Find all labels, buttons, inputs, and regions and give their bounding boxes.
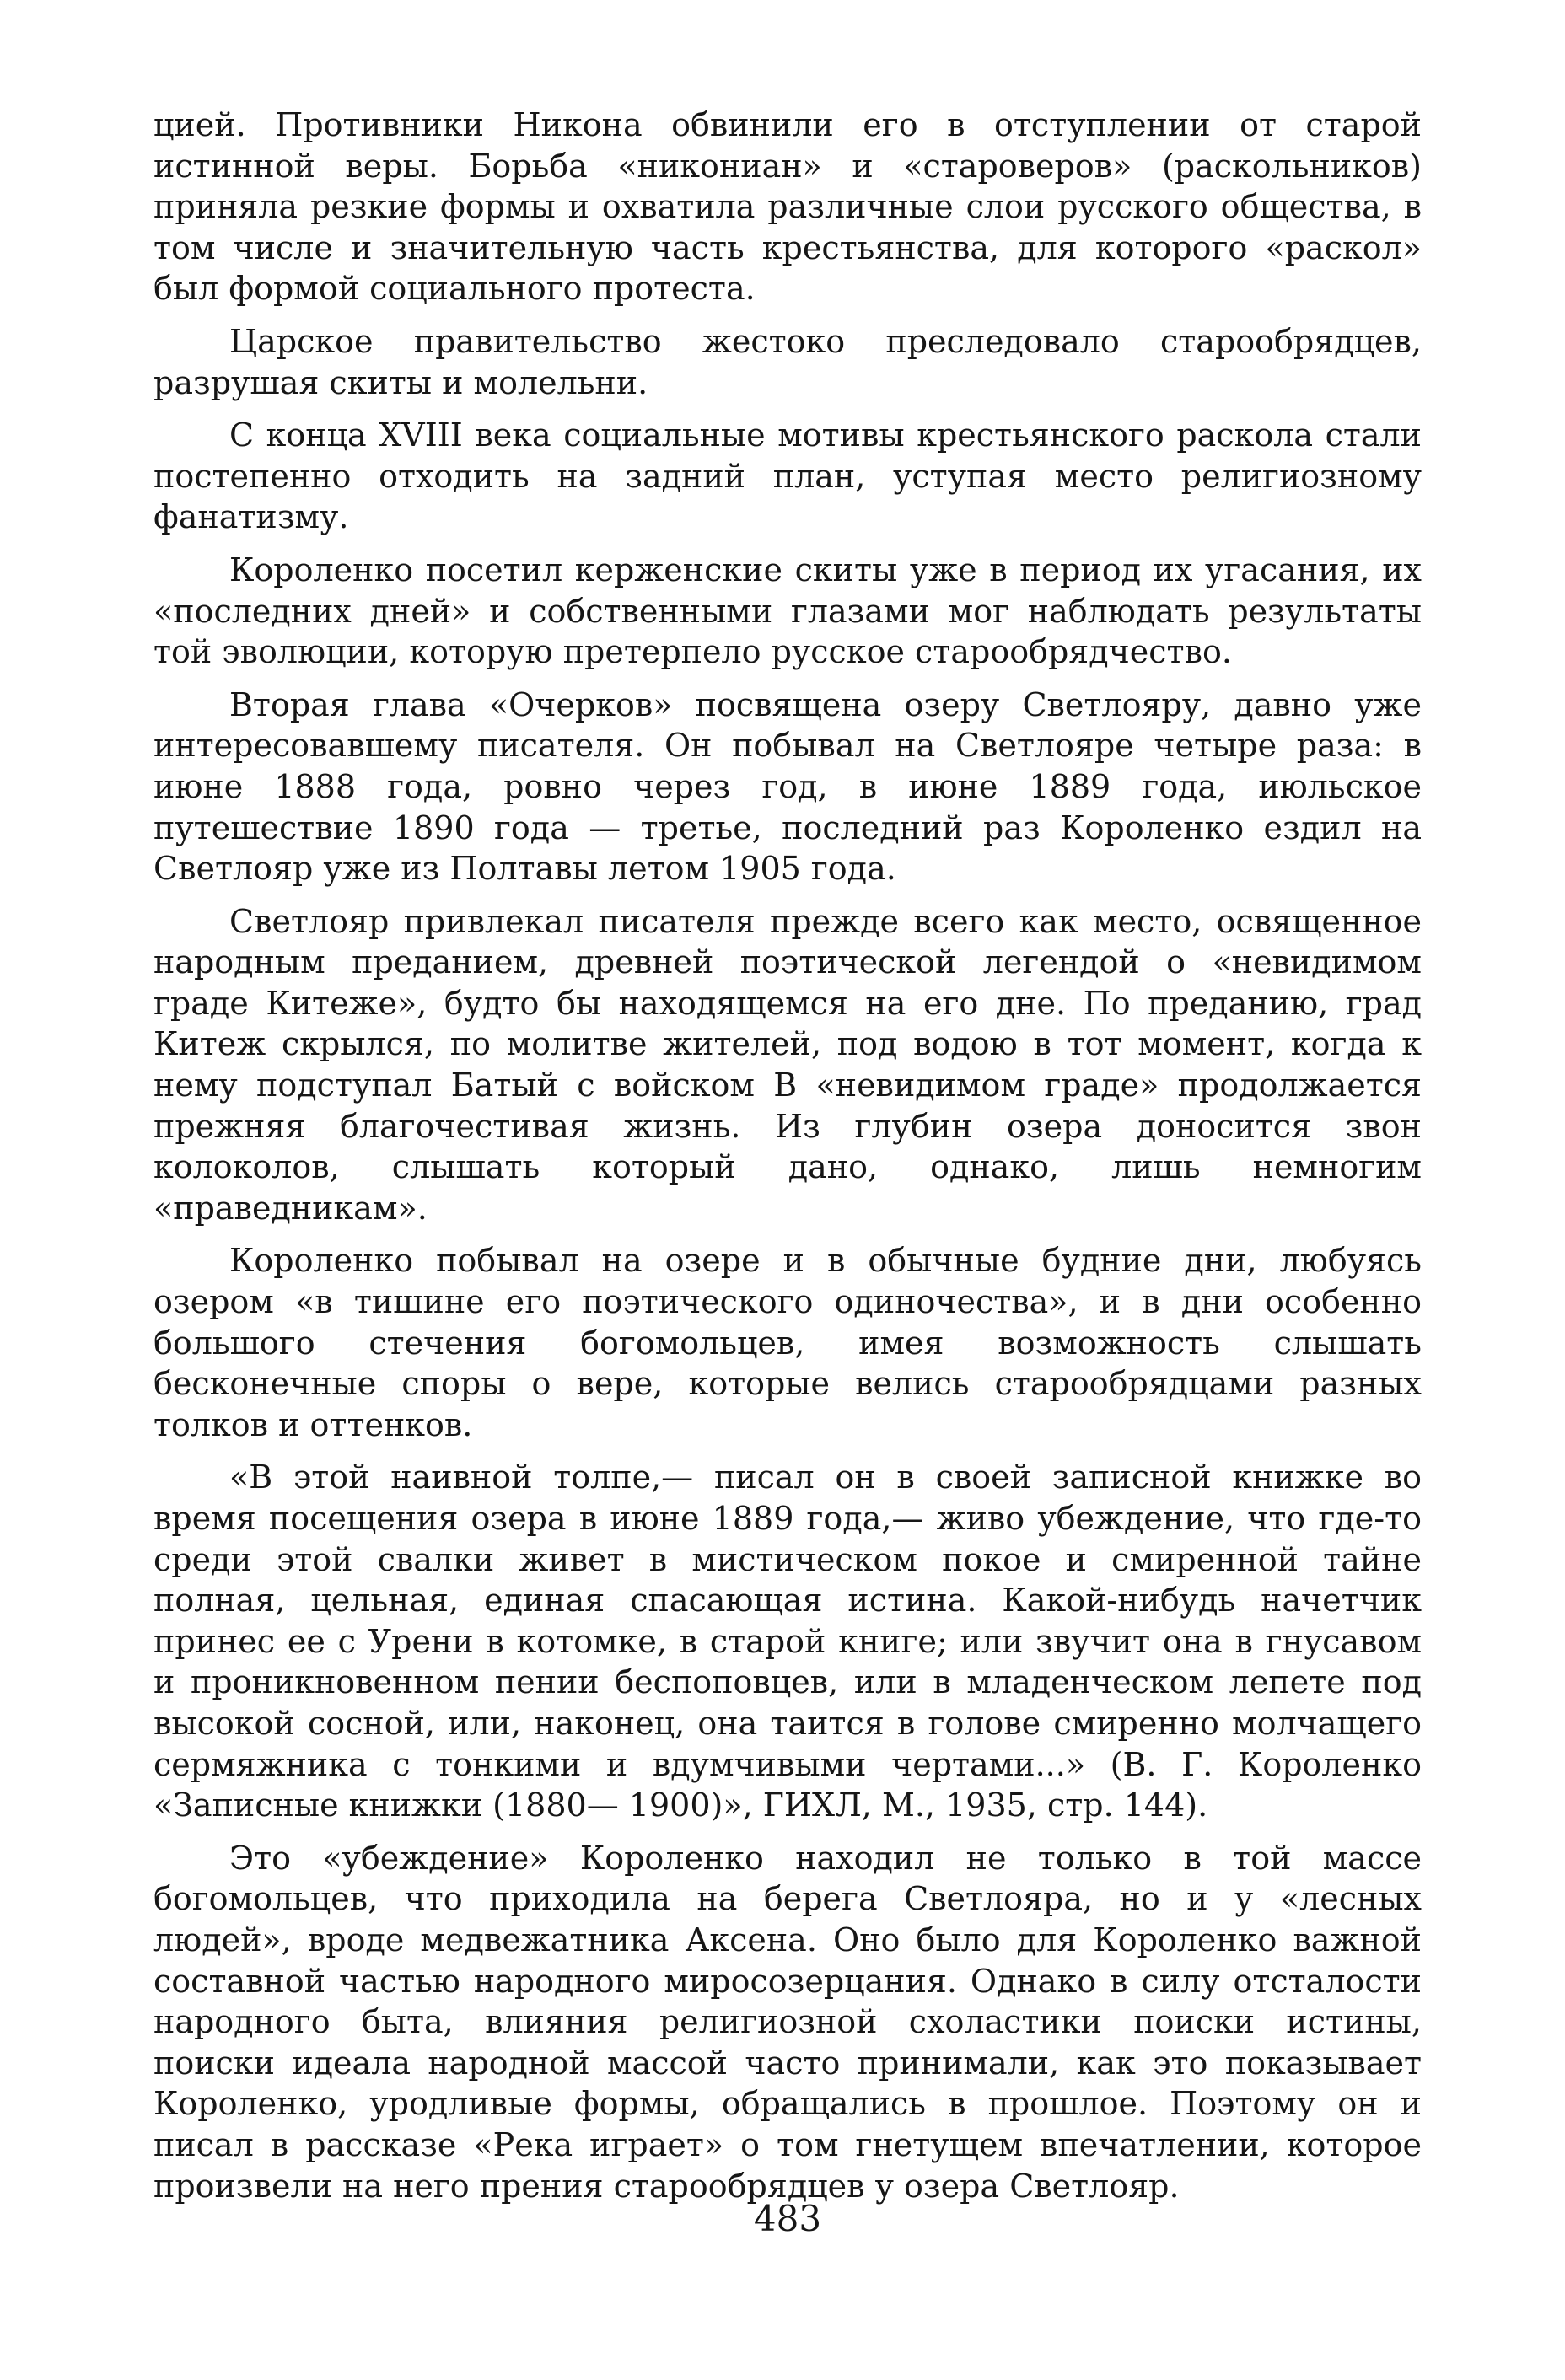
paragraph-kerzhenets-sketes: Короленко посетил керженские скиты уже в период их угасания, их «последних дней» и собственными глазами мог наблюдать результаты той эволюции, которую претерпело русское старообрядчество.: [153, 551, 1422, 671]
paragraph-conviction: Это «убеждение» Короленко находил не только в той массе богомольцев, что приходила на берега Светлояра, но и у «лесных людей», вроде медвежатника Аксена. Оно было для Короленко важной составной частью народного миросозерцания. Однако в силу отсталости народного быта, влияния религиозной схоластики поиски истины, поиски идеала народной массой часто принимали, как это показывает Короленко, уродливые формы, обращались в прошлое. Поэтому он и писал в рассказе «Река играет» о том гнетущем впечатлении, которое произвели на него прения старообрядцев у озера Светлояр.: [153, 1839, 1422, 2205]
paragraph-18th-century: С конца XVIII века социальные мотивы крестьянского раскола стали постепенно отходить на задний план, уступая место религиозному фанатизму.: [153, 416, 1422, 536]
page-number: 483: [753, 2198, 822, 2239]
paragraph-quotation: «В этой наивной толпе,— писал он в своей записной книжке во время посещения озера в июне 1889 года,— живо убеждение, что где-то среди этой свалки живет в мистическом покое и смиренной тайне полная, цельная, единая спасающая истина. Какой-нибудь начетчик принес ее с Урени в котомке, в старой книге; или звучит она в гнусавом и проникновенном пении беспоповцев, или в младенческом лепете под высокой сосной, или, наконец, она таится в голове смиренно молчащего сермяжника с тонкими и вдумчивыми чертами...» (В. Г. Короленко «Записные книжки (1880— 1900)», ГИХЛ, М., 1935, стр. 144).: [153, 1459, 1422, 1824]
paragraph-svetloyar-visits: Вторая глава «Очерков» посвящена озеру Светлояру, давно уже интересовавшему писателя. Он побывал на Светлояре четыре раза: в июне 1888 года, ровно через год, в июне 1889 года, июльское путешествие 1890 года — третье, последний раз Короленко ездил на Светлояр уже из Полтавы летом 1905 года.: [153, 685, 1422, 888]
paragraph-persecution: Царское правительство жестоко преследовало старообрядцев, разрушая скиты и молельни.: [153, 322, 1422, 401]
paragraph-kitezh-legend: Светлояр привлекал писателя прежде всего как место, освященное народным преданием, древней поэтической легендой о «невидимом граде Китеже», будто бы находящемся на его дне. По преданию, град Китеж скрылся, по молитве жителей, под водою в тот момент, когда к нему подступал Батый с войском В «невидимом граде» продолжается прежняя благочестивая жизнь. Из глубин озера доносится звон колоколов, слышать который дано, однако, лишь немногим «праведникам».: [153, 902, 1422, 1227]
paragraph-pilgrims: Короленко побывал на озере и в обычные будние дни, любуясь озером «в тишине его поэтического одиночества», и в дни особенно большого стечения богомольцев, имея возможность слышать бесконечные споры о вере, которые велись старообрядцами разных толков и оттенков.: [153, 1242, 1422, 1443]
paragraph-continuation: цией. Противники Никона обвинили его в отступлении от старой истинной веры. Борьба «никониан» и «староверов» (раскольников) приняла резкие формы и охватила различные слои русского общества, в том числе и значительную часть крестьянства, для которого «раскол» был формой социального протеста.: [153, 106, 1422, 308]
book-page: [153, 105, 1422, 2347]
